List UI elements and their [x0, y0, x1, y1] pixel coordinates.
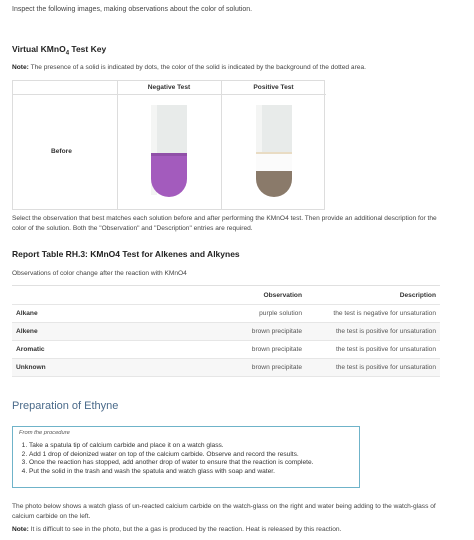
observation-select[interactable]: brown precipitate: [251, 364, 302, 371]
intro-text: Inspect the following images, making observations about the color of solution.: [12, 6, 253, 13]
negative-test-header: Negative Test: [117, 81, 221, 95]
key-note: Note: The presence of a solid is indicated by dots, the color of the solid is indicated by the background of the dotted area.: [12, 64, 366, 71]
row-name: Aromatic: [16, 346, 45, 353]
procedure-source-label: From the procedure: [19, 430, 70, 436]
row-name: Unknown: [16, 364, 46, 371]
procedure-steps: [19, 442, 353, 476]
select-instructions: Select the observation that best matches each solution before and after performing the KMnO4 test. Then provide an additional description for the color of the solution. Both the "Observation" and "Description" entries are required.: [12, 215, 437, 232]
table-row: [12, 341, 440, 359]
description-field[interactable]: the test is positive for unsaturation: [335, 364, 436, 371]
column-divider: [221, 81, 222, 209]
positive-test-tube: [254, 105, 294, 199]
description-field[interactable]: the test is negative for unsaturation: [333, 310, 436, 317]
positive-test-header: Positive Test: [221, 81, 326, 95]
description-header: Description: [399, 291, 436, 299]
observation-header: Observation: [263, 291, 302, 299]
procedure-step: 1. Take a spatula tip of calcium carbide and place it on a watch glass.: [29, 442, 353, 451]
procedure-step: 2. Add 1 drop of deionized water on top of the calcium carbide. Observe and record the results.: [29, 451, 353, 460]
table-row: [12, 305, 440, 323]
table-row: [12, 359, 440, 377]
observations-caption: Observations of color change after the reaction with KMnO4: [12, 270, 187, 277]
report-title: Report Table RH.3: KMnO4 Test for Alkenes and Alkynes: [12, 249, 240, 259]
description-field[interactable]: the test is positive for unsaturation: [335, 346, 436, 353]
photo-description: The photo below shows a watch glass of un-reacted calcium carbide on the watch-glass on the right and water being adding to the watch-glass of calcium carbide on the left.: [12, 503, 436, 520]
bottom-note: Note: It is difficult to see in the photo, but the a gas is produced by the reaction. Heat is released by this reaction.: [12, 526, 342, 533]
before-row-label: Before: [51, 148, 72, 155]
procedure-step: 4. Put the solid in the trash and wash the spatula and watch glass with soap and water.: [29, 468, 353, 477]
table-header-row: [12, 286, 440, 305]
procedure-step: 3. Once the reaction has stopped, add another drop of water to ensure that the reaction is complete.: [29, 459, 353, 468]
preparation-title: Preparation of Ethyne: [12, 400, 119, 412]
test-key-table: [12, 80, 325, 210]
virtual-key-title: Virtual KMnO$_4$ Test Key: [12, 44, 107, 57]
observation-select[interactable]: brown precipitate: [251, 346, 302, 353]
table-row: [12, 323, 440, 341]
negative-test-tube: [149, 105, 189, 199]
row-name: Alkane: [16, 310, 38, 317]
column-divider: [117, 81, 118, 209]
blank-header: [13, 81, 117, 95]
procedure-box: [12, 426, 360, 488]
row-name: Alkene: [16, 328, 38, 335]
report-table: [12, 285, 440, 377]
observation-select[interactable]: brown precipitate: [251, 328, 302, 335]
description-field[interactable]: the test is positive for unsaturation: [335, 328, 436, 335]
observation-select[interactable]: purple solution: [259, 310, 302, 317]
